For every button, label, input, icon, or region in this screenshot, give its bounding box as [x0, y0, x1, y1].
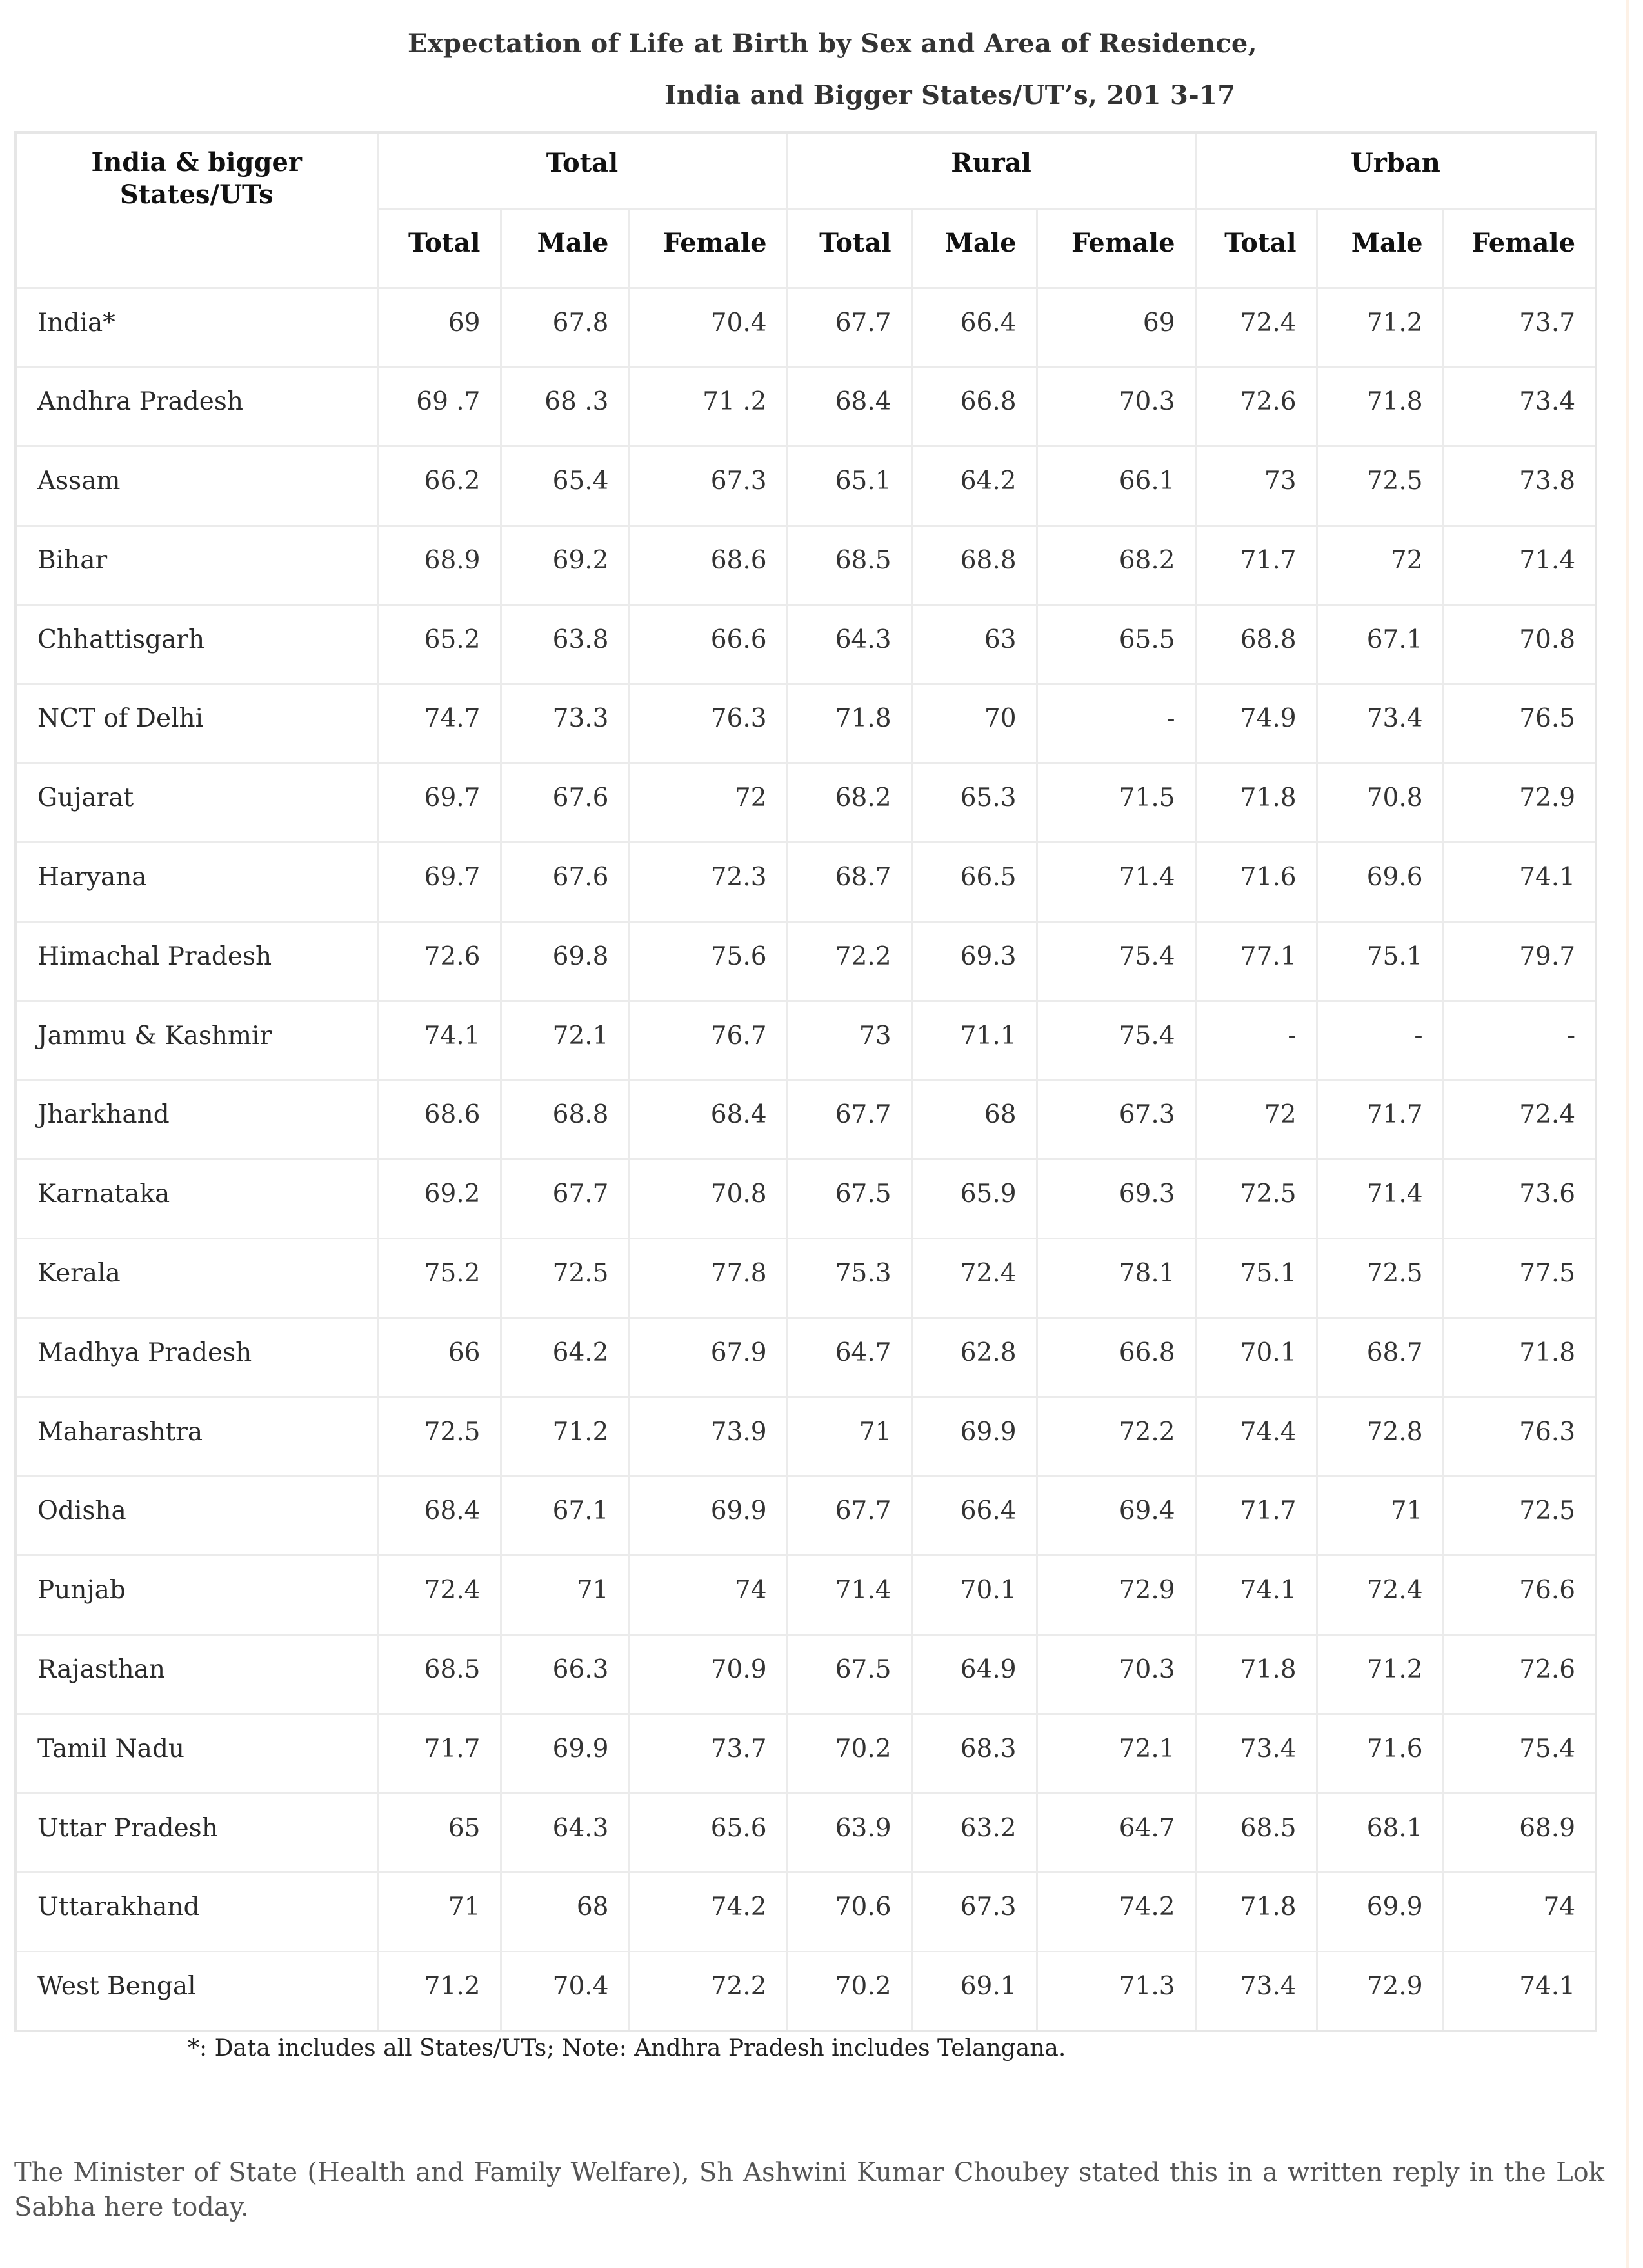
value-cell-urban-total: 72.6 — [1195, 367, 1317, 447]
table-row — [15, 763, 1596, 843]
value-cell-urban-total: 72.4 — [1195, 288, 1317, 367]
table-row — [15, 1318, 1596, 1397]
value-cell-total-male: 65.4 — [501, 447, 629, 526]
value-cell-urban-male: 71 — [1317, 1476, 1443, 1556]
value-cell-urban-total: 71.7 — [1195, 1476, 1317, 1556]
value-cell-total-male: 71.2 — [501, 1397, 629, 1476]
value-cell-rural-male: 67.3 — [911, 1872, 1037, 1952]
value-cell-urban-male: 72.8 — [1317, 1397, 1443, 1476]
value-cell-urban-male: 68.1 — [1317, 1793, 1443, 1872]
value-cell-rural-male: 69.1 — [911, 1952, 1037, 2031]
value-cell-rural-total: 67.7 — [787, 1476, 911, 1556]
value-cell-urban-female: 74.1 — [1443, 1952, 1596, 2031]
value-cell-rural-total: 67.5 — [787, 1159, 911, 1239]
value-cell-rural-male: 65.3 — [911, 763, 1037, 843]
table-footnote: *: Data includes all States/UTs; Note: Andhra Pradesh includes Telangana. — [188, 2035, 1066, 2062]
value-cell-rural-female: 71.4 — [1037, 843, 1195, 922]
value-cell-rural-female: - — [1037, 684, 1195, 763]
value-cell-rural-total: 67.5 — [787, 1635, 911, 1714]
value-cell-total-male: 68.8 — [501, 1080, 629, 1159]
value-cell-urban-total: 71.7 — [1195, 525, 1317, 605]
sub-header-total-total: Total — [377, 208, 501, 288]
value-cell-urban-total: 72 — [1195, 1080, 1317, 1159]
value-cell-rural-male: 62.8 — [911, 1318, 1037, 1397]
value-cell-rural-female: 78.1 — [1037, 1239, 1195, 1318]
value-cell-total-male: 70.4 — [501, 1952, 629, 2031]
value-cell-urban-total: 73.4 — [1195, 1952, 1317, 2031]
value-cell-total-female: 74.2 — [629, 1872, 787, 1952]
table-row — [15, 605, 1596, 684]
value-cell-urban-male: 71.6 — [1317, 1714, 1443, 1793]
value-cell-urban-female: 73.7 — [1443, 288, 1596, 367]
value-cell-rural-male: 65.9 — [911, 1159, 1037, 1239]
value-cell-rural-total: 68.7 — [787, 843, 911, 922]
value-cell-total-female: 75.6 — [629, 921, 787, 1001]
value-cell-rural-female: 75.4 — [1037, 921, 1195, 1001]
value-cell-urban-total: 68.8 — [1195, 605, 1317, 684]
value-cell-rural-male: 66.4 — [911, 1476, 1037, 1556]
press-release-paragraph: The Minister of State (Health and Family Welfare), Sh Ashwini Kumar Choubey stated this in a written reply in the Lok Sabha here today. — [14, 2158, 1604, 2222]
value-cell-urban-female: 68.9 — [1443, 1793, 1596, 1872]
value-cell-rural-male: 66.8 — [911, 367, 1037, 447]
value-cell-rural-female: 72.1 — [1037, 1714, 1195, 1793]
table-row — [15, 1001, 1596, 1080]
value-cell-rural-male: 64.2 — [911, 447, 1037, 526]
sub-header-urban-total: Total — [1195, 208, 1317, 288]
state-name-cell: Kerala — [15, 1239, 377, 1318]
value-cell-rural-male: 66.4 — [911, 288, 1037, 367]
value-cell-urban-male: 71.4 — [1317, 1159, 1443, 1239]
value-cell-urban-male: - — [1317, 1001, 1443, 1080]
value-cell-rural-female: 66.1 — [1037, 447, 1195, 526]
state-name-cell: Rajasthan — [15, 1635, 377, 1714]
state-name-cell: Punjab — [15, 1556, 377, 1635]
value-cell-rural-total: 72.2 — [787, 921, 911, 1001]
value-cell-total-total: 69.2 — [377, 1159, 501, 1239]
value-cell-total-female: 69.9 — [629, 1476, 787, 1556]
value-cell-urban-female: 76.6 — [1443, 1556, 1596, 1635]
value-cell-rural-total: 70.6 — [787, 1872, 911, 1952]
value-cell-total-total: 69 .7 — [377, 367, 501, 447]
sub-header-rural-female: Female — [1037, 208, 1195, 288]
table-row — [15, 288, 1596, 367]
value-cell-rural-male: 69.3 — [911, 921, 1037, 1001]
value-cell-rural-male: 70.1 — [911, 1556, 1037, 1635]
sub-header-total-female: Female — [629, 208, 787, 288]
value-cell-urban-female: 72.9 — [1443, 763, 1596, 843]
value-cell-urban-female: 75.4 — [1443, 1714, 1596, 1793]
value-cell-total-female: 71 .2 — [629, 367, 787, 447]
value-cell-total-female: 73.9 — [629, 1397, 787, 1476]
state-name-cell: Bihar — [15, 525, 377, 605]
value-cell-urban-female: 73.6 — [1443, 1159, 1596, 1239]
value-cell-urban-total: 74.9 — [1195, 684, 1317, 763]
value-cell-total-female: 73.7 — [629, 1714, 787, 1793]
value-cell-total-male: 67.7 — [501, 1159, 629, 1239]
value-cell-rural-male: 72.4 — [911, 1239, 1037, 1318]
value-cell-rural-female: 74.2 — [1037, 1872, 1195, 1952]
value-cell-urban-male: 72.9 — [1317, 1952, 1443, 2031]
value-cell-total-total: 68.6 — [377, 1080, 501, 1159]
value-cell-urban-female: 70.8 — [1443, 605, 1596, 684]
value-cell-total-total: 65 — [377, 1793, 501, 1872]
value-cell-rural-female: 71.3 — [1037, 1952, 1195, 2031]
value-cell-total-female: 72.2 — [629, 1952, 787, 2031]
value-cell-urban-total: 70.1 — [1195, 1318, 1317, 1397]
value-cell-urban-male: 73.4 — [1317, 684, 1443, 763]
value-cell-total-total: 74.7 — [377, 684, 501, 763]
value-cell-urban-total: 75.1 — [1195, 1239, 1317, 1318]
value-cell-urban-total: 71.8 — [1195, 1635, 1317, 1714]
value-cell-urban-male: 71.7 — [1317, 1080, 1443, 1159]
value-cell-rural-male: 70 — [911, 684, 1037, 763]
state-name-cell: Jammu & Kashmir — [15, 1001, 377, 1080]
value-cell-total-male: 73.3 — [501, 684, 629, 763]
table-row — [15, 447, 1596, 526]
state-name-cell: Haryana — [15, 843, 377, 922]
value-cell-urban-male: 67.1 — [1317, 605, 1443, 684]
value-cell-rural-total: 67.7 — [787, 288, 911, 367]
page-edge-rule — [1626, 0, 1629, 2268]
value-cell-rural-total: 64.7 — [787, 1318, 911, 1397]
table-row — [15, 367, 1596, 447]
value-cell-urban-male: 72.4 — [1317, 1556, 1443, 1635]
value-cell-rural-male: 71.1 — [911, 1001, 1037, 1080]
value-cell-total-total: 69.7 — [377, 843, 501, 922]
state-name-cell: Uttar Pradesh — [15, 1793, 377, 1872]
table-row — [15, 1793, 1596, 1872]
value-cell-urban-female: 71.4 — [1443, 525, 1596, 605]
value-cell-total-male: 64.2 — [501, 1318, 629, 1397]
value-cell-urban-male: 68.7 — [1317, 1318, 1443, 1397]
table-row — [15, 1239, 1596, 1318]
state-name-cell: Gujarat — [15, 763, 377, 843]
group-header-rural: Rural — [787, 132, 1195, 208]
value-cell-total-total: 65.2 — [377, 605, 501, 684]
value-cell-total-male: 71 — [501, 1556, 629, 1635]
value-cell-rural-female: 70.3 — [1037, 1635, 1195, 1714]
state-name-cell: Tamil Nadu — [15, 1714, 377, 1793]
table-row — [15, 1397, 1596, 1476]
value-cell-rural-total: 68.4 — [787, 367, 911, 447]
value-cell-urban-female: 76.3 — [1443, 1397, 1596, 1476]
state-name-cell: Odisha — [15, 1476, 377, 1556]
value-cell-urban-total: 71.8 — [1195, 763, 1317, 843]
table-row — [15, 684, 1596, 763]
value-cell-total-total: 69 — [377, 288, 501, 367]
value-cell-urban-total: 73.4 — [1195, 1714, 1317, 1793]
value-cell-urban-total: 74.1 — [1195, 1556, 1317, 1635]
value-cell-rural-male: 63.2 — [911, 1793, 1037, 1872]
state-name-cell: West Bengal — [15, 1952, 377, 2031]
value-cell-urban-female: 72.4 — [1443, 1080, 1596, 1159]
value-cell-rural-female: 70.3 — [1037, 367, 1195, 447]
value-cell-rural-male: 68.8 — [911, 525, 1037, 605]
value-cell-urban-total: 73 — [1195, 447, 1317, 526]
value-cell-urban-male: 69.9 — [1317, 1872, 1443, 1952]
table-row — [15, 921, 1596, 1001]
value-cell-rural-female: 69.4 — [1037, 1476, 1195, 1556]
value-cell-rural-male: 63 — [911, 605, 1037, 684]
value-cell-total-male: 68 .3 — [501, 367, 629, 447]
value-cell-urban-male: 70.8 — [1317, 763, 1443, 843]
value-cell-total-female: 68.6 — [629, 525, 787, 605]
value-cell-rural-total: 71.4 — [787, 1556, 911, 1635]
value-cell-total-total: 66.2 — [377, 447, 501, 526]
value-cell-rural-total: 68.2 — [787, 763, 911, 843]
table-row — [15, 1635, 1596, 1714]
state-name-cell: Chhattisgarh — [15, 605, 377, 684]
group-header-urban: Urban — [1195, 132, 1596, 208]
table-row — [15, 1556, 1596, 1635]
value-cell-urban-female: 72.5 — [1443, 1476, 1596, 1556]
table-row — [15, 1159, 1596, 1239]
value-cell-rural-female: 68.2 — [1037, 525, 1195, 605]
value-cell-urban-female: 74.1 — [1443, 843, 1596, 922]
table-row — [15, 1872, 1596, 1952]
value-cell-total-total: 75.2 — [377, 1239, 501, 1318]
value-cell-urban-total: 71.6 — [1195, 843, 1317, 922]
value-cell-total-total: 69.7 — [377, 763, 501, 843]
value-cell-total-total: 74.1 — [377, 1001, 501, 1080]
value-cell-urban-total: 71.8 — [1195, 1872, 1317, 1952]
value-cell-urban-female: 71.8 — [1443, 1318, 1596, 1397]
value-cell-urban-total: 74.4 — [1195, 1397, 1317, 1476]
state-name-cell: India* — [15, 288, 377, 367]
value-cell-rural-total: 64.3 — [787, 605, 911, 684]
value-cell-urban-male: 72 — [1317, 525, 1443, 605]
table-title-line-2: India and Bigger States/UT’s, 201 3-17 — [664, 80, 1236, 110]
state-name-cell: Andhra Pradesh — [15, 367, 377, 447]
value-cell-total-total: 68.4 — [377, 1476, 501, 1556]
value-cell-total-male: 69.8 — [501, 921, 629, 1001]
state-name-cell: NCT of Delhi — [15, 684, 377, 763]
value-cell-total-female: 76.3 — [629, 684, 787, 763]
value-cell-total-female: 65.6 — [629, 1793, 787, 1872]
value-cell-rural-total: 71 — [787, 1397, 911, 1476]
value-cell-urban-female: 73.8 — [1443, 447, 1596, 526]
value-cell-urban-male: 72.5 — [1317, 1239, 1443, 1318]
value-cell-rural-male: 66.5 — [911, 843, 1037, 922]
value-cell-rural-total: 73 — [787, 1001, 911, 1080]
table-body — [15, 288, 1596, 2031]
value-cell-rural-female: 69.3 — [1037, 1159, 1195, 1239]
state-name-cell: Karnataka — [15, 1159, 377, 1239]
value-cell-total-female: 72.3 — [629, 843, 787, 922]
value-cell-total-male: 72.5 — [501, 1239, 629, 1318]
value-cell-total-female: 67.9 — [629, 1318, 787, 1397]
value-cell-rural-total: 63.9 — [787, 1793, 911, 1872]
state-name-cell: Maharashtra — [15, 1397, 377, 1476]
value-cell-rural-female: 65.5 — [1037, 605, 1195, 684]
value-cell-total-female: 70.8 — [629, 1159, 787, 1239]
value-cell-total-female: 70.4 — [629, 288, 787, 367]
value-cell-total-female: 68.4 — [629, 1080, 787, 1159]
value-cell-total-total: 72.4 — [377, 1556, 501, 1635]
sub-header-rural-total: Total — [787, 208, 911, 288]
table-row — [15, 1952, 1596, 2031]
table-row — [15, 1476, 1596, 1556]
sub-header-urban-female: Female — [1443, 208, 1596, 288]
value-cell-rural-total: 75.3 — [787, 1239, 911, 1318]
value-cell-rural-female: 71.5 — [1037, 763, 1195, 843]
value-cell-total-total: 68.5 — [377, 1635, 501, 1714]
value-cell-urban-male: 69.6 — [1317, 843, 1443, 922]
value-cell-rural-male: 68 — [911, 1080, 1037, 1159]
value-cell-total-male: 67.1 — [501, 1476, 629, 1556]
value-cell-total-total: 72.6 — [377, 921, 501, 1001]
value-cell-total-female: 74 — [629, 1556, 787, 1635]
value-cell-rural-male: 64.9 — [911, 1635, 1037, 1714]
value-cell-total-female: 76.7 — [629, 1001, 787, 1080]
value-cell-urban-female: 74 — [1443, 1872, 1596, 1952]
sub-header-rural-male: Male — [911, 208, 1037, 288]
value-cell-urban-total: 72.5 — [1195, 1159, 1317, 1239]
value-cell-urban-female: 73.4 — [1443, 367, 1596, 447]
value-cell-total-female: 72 — [629, 763, 787, 843]
value-cell-total-total: 66 — [377, 1318, 501, 1397]
state-name-cell: Madhya Pradesh — [15, 1318, 377, 1397]
value-cell-total-total: 71.2 — [377, 1952, 501, 2031]
value-cell-total-total: 68.9 — [377, 525, 501, 605]
table-row — [15, 525, 1596, 605]
value-cell-urban-female: 72.6 — [1443, 1635, 1596, 1714]
value-cell-rural-male: 69.9 — [911, 1397, 1037, 1476]
value-cell-total-female: 77.8 — [629, 1239, 787, 1318]
value-cell-total-female: 67.3 — [629, 447, 787, 526]
value-cell-urban-total: - — [1195, 1001, 1317, 1080]
table-title-line-1: Expectation of Life at Birth by Sex and Area of Residence, — [408, 28, 1257, 59]
value-cell-rural-male: 68.3 — [911, 1714, 1037, 1793]
value-cell-rural-total: 65.1 — [787, 447, 911, 526]
value-cell-urban-female: - — [1443, 1001, 1596, 1080]
value-cell-total-male: 63.8 — [501, 605, 629, 684]
value-cell-total-male: 69.2 — [501, 525, 629, 605]
value-cell-total-male: 67.6 — [501, 843, 629, 922]
group-header-row — [15, 132, 1596, 208]
state-column-header: India & bigger States/UTs — [15, 132, 377, 288]
value-cell-rural-female: 72.9 — [1037, 1556, 1195, 1635]
value-cell-total-male: 66.3 — [501, 1635, 629, 1714]
value-cell-rural-female: 64.7 — [1037, 1793, 1195, 1872]
value-cell-rural-total: 70.2 — [787, 1952, 911, 2031]
value-cell-urban-male: 71.2 — [1317, 288, 1443, 367]
value-cell-urban-male: 72.5 — [1317, 447, 1443, 526]
value-cell-total-female: 66.6 — [629, 605, 787, 684]
value-cell-urban-male: 71.8 — [1317, 367, 1443, 447]
value-cell-urban-total: 77.1 — [1195, 921, 1317, 1001]
value-cell-rural-female: 69 — [1037, 288, 1195, 367]
state-name-cell: Uttarakhand — [15, 1872, 377, 1952]
value-cell-urban-female: 76.5 — [1443, 684, 1596, 763]
state-name-cell: Himachal Pradesh — [15, 921, 377, 1001]
state-name-cell: Jharkhand — [15, 1080, 377, 1159]
value-cell-rural-female: 75.4 — [1037, 1001, 1195, 1080]
value-cell-urban-male: 75.1 — [1317, 921, 1443, 1001]
value-cell-rural-total: 70.2 — [787, 1714, 911, 1793]
value-cell-rural-female: 66.8 — [1037, 1318, 1195, 1397]
group-header-total: Total — [377, 132, 787, 208]
value-cell-rural-total: 71.8 — [787, 684, 911, 763]
value-cell-rural-female: 67.3 — [1037, 1080, 1195, 1159]
value-cell-total-female: 70.9 — [629, 1635, 787, 1714]
state-name-cell: Assam — [15, 447, 377, 526]
value-cell-total-male: 67.8 — [501, 288, 629, 367]
value-cell-total-total: 71 — [377, 1872, 501, 1952]
value-cell-total-male: 68 — [501, 1872, 629, 1952]
sub-header-urban-male: Male — [1317, 208, 1443, 288]
value-cell-rural-female: 72.2 — [1037, 1397, 1195, 1476]
value-cell-rural-total: 67.7 — [787, 1080, 911, 1159]
value-cell-urban-total: 68.5 — [1195, 1793, 1317, 1872]
value-cell-urban-male: 71.2 — [1317, 1635, 1443, 1714]
value-cell-total-male: 64.3 — [501, 1793, 629, 1872]
life-expectancy-table — [14, 131, 1597, 2032]
value-cell-total-male: 72.1 — [501, 1001, 629, 1080]
table-row — [15, 1080, 1596, 1159]
sub-header-total-male: Male — [501, 208, 629, 288]
value-cell-total-male: 69.9 — [501, 1714, 629, 1793]
value-cell-total-total: 72.5 — [377, 1397, 501, 1476]
value-cell-urban-female: 77.5 — [1443, 1239, 1596, 1318]
value-cell-total-total: 71.7 — [377, 1714, 501, 1793]
value-cell-total-male: 67.6 — [501, 763, 629, 843]
value-cell-rural-total: 68.5 — [787, 525, 911, 605]
table-row — [15, 843, 1596, 922]
table-row — [15, 1714, 1596, 1793]
value-cell-urban-female: 79.7 — [1443, 921, 1596, 1001]
